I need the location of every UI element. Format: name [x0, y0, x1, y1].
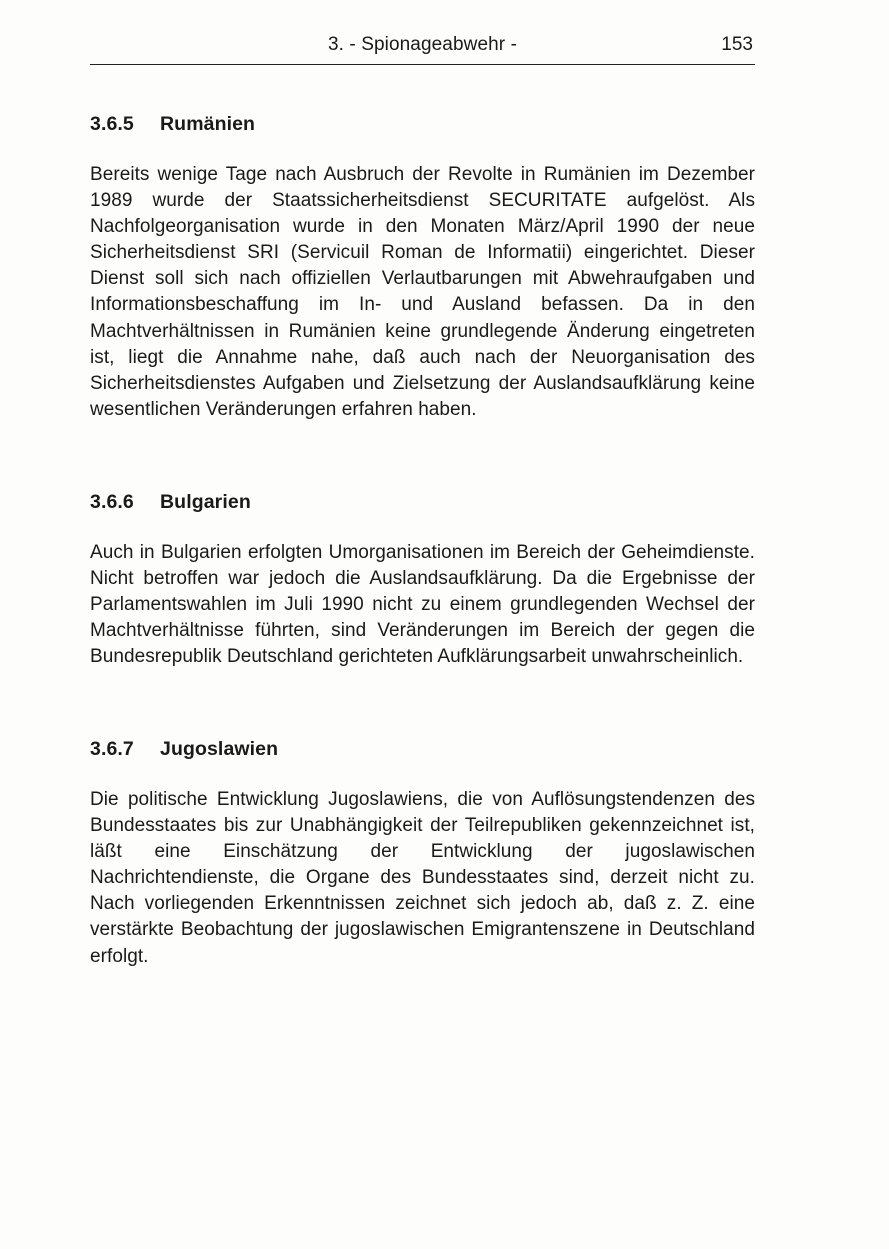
page-number: 153 — [721, 34, 753, 55]
section-heading — [90, 491, 755, 514]
section-title: Rumänien — [160, 113, 256, 135]
section-paragraph: Die politische Entwicklung Jugoslawiens, die von Auflösungstendenzen des Bundesstaates bis zur Unabhängigkeit der Teilrepubliken gekennzeichnet ist, läßt eine Einschätzung der Entwicklung der jugoslawischen Nachrichtendienste, die Organe des Bundesstaates sind, derzeit nicht zu. Nach vorliegenden Erkenntnissen zeichnet sich jedoch ab, daß z. Z. eine verstärkte Beobachtung der jugoslawischen Emigrantenszene in Deutschland erfolgt. — [90, 789, 755, 967]
section-title: Bulgarien — [160, 491, 251, 513]
section-rumaenien — [90, 113, 755, 423]
section-jugoslawien — [90, 738, 755, 970]
section-paragraph: Auch in Bulgarien erfolgten Umorganisationen im Bereich der Geheimdienste. Nicht betroffen war jedoch die Auslandsaufklärung. Da die Ergebnisse der Parlamentswahlen im Juli 1990 nicht zu einem grundlegenden Wechsel der Machtverhältnisse führten, sind Veränderungen im Bereich der gegen die Bundesrepublik Deutschland gerichteten Aufklärungsarbeit unwahrscheinlich. — [90, 542, 755, 668]
section-heading — [90, 738, 755, 761]
section-paragraph: Bereits wenige Tage nach Ausbruch der Revolte in Rumänien im Dezember 1989 wurde der Staatssicherheitsdienst SECURITATE aufgelöst. Als Nachfolgeorganisation wurde in den Monaten März/April 1990 der neue Sicherheitsdienst SRI (Servicuil Roman de Informatii) eingerichtet. Dieser Dienst soll sich nach offiziellen Verlautbarungen mit Abwehraufgaben und Informationsbeschaffung im In- und Ausland befassen. Da in den Machtverhältnissen in Rumänien keine grundlegende Änderung eingetreten ist, liegt die Annahme nahe, daß auch nach der Neuorganisation des Sicherheitsdienstes Aufgaben und Zielsetzung der Auslandsaufklärung keine wesentlichen Veränderungen erfahren haben. — [90, 164, 755, 420]
section-bulgarien — [90, 491, 755, 670]
section-number: 3.6.7 — [90, 738, 134, 760]
section-number: 3.6.6 — [90, 491, 134, 513]
section-heading — [90, 113, 755, 136]
running-title: 3. - Spionageabwehr - — [327, 34, 518, 55]
section-title: Jugoslawien — [160, 738, 279, 760]
running-header — [90, 30, 755, 65]
section-number: 3.6.5 — [90, 113, 134, 135]
